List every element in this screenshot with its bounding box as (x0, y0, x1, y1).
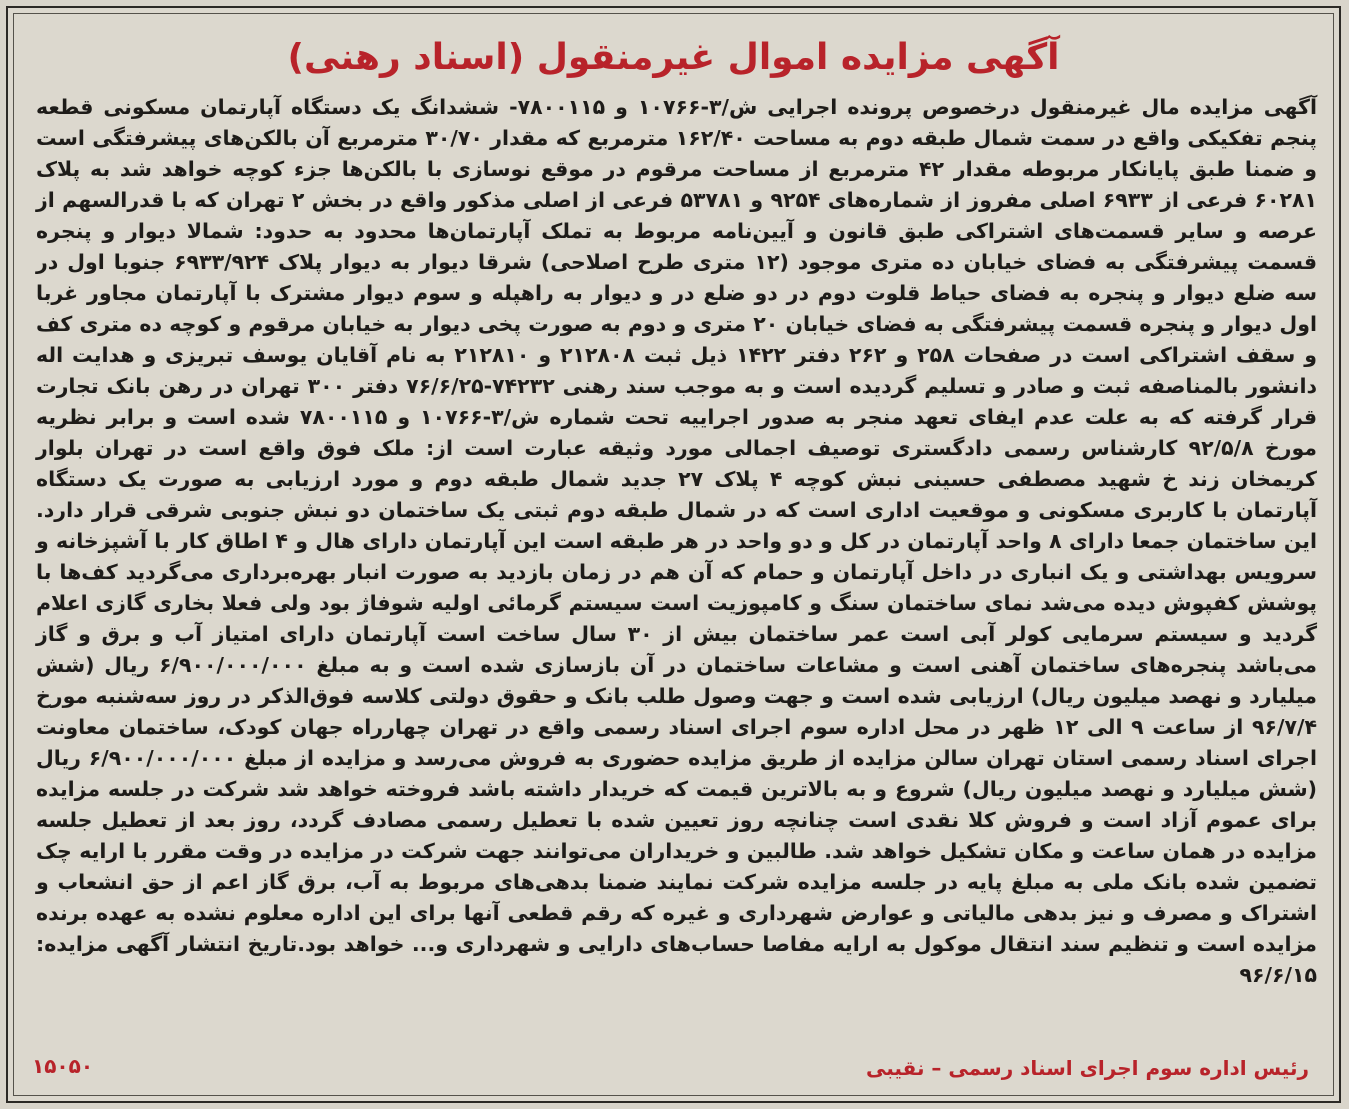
notice-title: آگهی مزایده اموال غیرمنقول (اسناد رهنی) (287, 37, 1060, 78)
notice-body: آگهی مزایده مال غیرمنقول درخصوص پرونده اجرایی ش/۳-۱۰۷۶۶ و ۷۸۰۰۱۱۵- ششدانگ یک دستگاه آپارتمان مسکونی قطعه پنجم تفکیکی واقع در سمت شمال طبقه دوم به مساحت ۱۶۲/۴۰ مترمربع که مقدار ۳۰/۷۰ مترمربع آن بالکن‌های پیشرفتگی است و ضمنا طبق پایانکار مربوطه مقدار ۴۲ مترمربع از مساحت مرقوم در موقع نوسازی با بالکن‌ها جزء کوچه خواهد شد به پلاک ۶۰۲۸۱ فرعی از ۶۹۳۳ اصلی مفروز از شماره‌های ۹۲۵۴ و ۵۳۷۸۱ فرعی از اصلی مذکور واقع در بخش ۲ تهران که با قدرالسهم از عرصه و سایر قسمت‌های اشتراکی طبق قانون و آیین‌نامه مربوط به تملک آپارتمان‌ها محدود به حدود: شمالا دیوار و پنجره قسمت پیشرفتگی به فضای خیابان ده متری موجود (۱۲ متری طرح اصلاحی) شرقا دیوار به دیوار پلاک ۶۹۳۳/۹۲۴ جنوبا اول در سه ضلع دیوار و پنجره به فضای حیاط قلوت دوم در دو ضلع در و دیوار به راهپله و سوم دیوار مشترک با آپارتمان مجاور غربا اول دیوار و پنجره قسمت پیشرفتگی به فضای خیابان ۲۰ متری و دوم به صورت پخی دیوار به خیابان مرقوم و کوچه ده متری کف و سقف اشتراکی است در صفحات ۲۵۸ و ۲۶۲ دفتر ۱۴۲۲ ذیل ثبت ۲۱۲۸۰۸ و ۲۱۲۸۱۰ به نام آقایان یوسف تبریزی و هدایت اله دانشور بالمناصفه ثبت و صادر و تسلیم گردیده است و به موجب سند رهنی ۷۴۲۳۲-۷۶/۶/۲۵ دفتر ۳۰۰ تهران در رهن بانک تجارت قرار گرفته که به علت عدم ایفای تعهد منجر به صدور اجراییه تحت شماره ش/۳-۱۰۷۶۶ و ۷۸۰۰۱۱۵ شده است و برابر نظریه مورخ ۹۲/۵/۸ کارشناس رسمی دادگستری توصیف اجمالی مورد وثیقه عبارت است از: ملک فوق واقع است در تهران بلوار کریمخان زند خ شهید مصطفی حسینی نبش کوچه ۴ پلاک ۲۷ جدید شمال طبقه دوم و مورد ارزیابی به صورت یک دستگاه آپارتمان با کاربری مسکونی و موقعیت اداری است که در شمال طبقه دوم ثبتی یک ساختمان دو نبش جنوبی شرقی قرار دارد. این ساختمان جمعا دارای ۸ واحد آپارتمان در کل و دو واحد در هر طبقه است این آپارتمان دارای هال و ۴ اطاق کار با آشپزخانه و سرویس بهداشتی و یک انباری در داخل آپارتمان و حمام که آن هم در زمان بازدید به صورت انبار بهره‌برداری می‌گردید کف‌ها با پوشش کفپوش دیده می‌شد نمای ساختمان سنگ و کامپوزیت است سیستم گرمائی اولیه شوفاژ بود ولی فعلا بخاری گازی اعلام گردید و سیستم سرمایی کولر آبی است عمر ساختمان بیش از ۳۰ سال ساخت است آپارتمان دارای امتیاز آب و برق و گاز می‌باشد پنجره‌های ساختمان آهنی است و مشاعات ساختمان در آن بازسازی شده است و به مبلغ ۶/۹۰۰/۰۰۰/۰۰۰ ریال (شش میلیارد و نهصد میلیون ریال) ارزیابی شده است و جهت وصول طلب بانک و حقوق دولتی کلاسه فوق‌الذکر در روز سه‌شنبه مورخ ۹۶/۷/۴ از ساعت ۹ الی ۱۲ ظهر در محل اداره سوم اجرای اسناد رسمی واقع در تهران چهارراه جهان کودک، ساختمان معاونت اجرای اسناد رسمی استان تهران سالن مزایده از طریق مزایده حضوری به فروش می‌رسد و مزایده از مبلغ ۶/۹۰۰/۰۰۰/۰۰۰ ریال (شش میلیارد و نهصد میلیون ریال) شروع و به بالاترین قیمت که خریدار داشته باشد فروخته خواهد شد شرکت در جلسه مزایده برای عموم آزاد است و فروش کلا نقدی است چنانچه روز تعیین شده با تعطیل رسمی مصادف گردد، روز بعد از تعطیل جلسه مزایده در همان ساعت و مکان تشکیل خواهد شد. طالبین و خریداران می‌توانند جهت شرکت در مزایده در وقت مقرر با ارایه چک تضمین شده بانک ملی به مبلغ پایه در جلسه مزایده شرکت نمایند ضمنا بدهی‌های مربوط به آب، برق گاز اعم از حق انشعاب و اشتراک و مصرف و نیز بدهی مالیاتی و عوارض شهرداری و غیره که رقم قطعی آنها برای این اداره معلوم نشده به عهده برنده مزایده است و تنظیم سند انتقال موکول به ارایه مفاصا حساب‌های دارایی و شهرداری و... خواهد بود.تاریخ انتشار آگهی مزایده: ۹۶/۶/۱۵ (36, 95, 1318, 987)
signature: رئیس اداره سوم اجرای اسناد رسمی – نقیبی (865, 1056, 1309, 1080)
notice-frame (6, 6, 1341, 1103)
notice-code: ۱۵۰۵۰ (32, 1054, 94, 1078)
